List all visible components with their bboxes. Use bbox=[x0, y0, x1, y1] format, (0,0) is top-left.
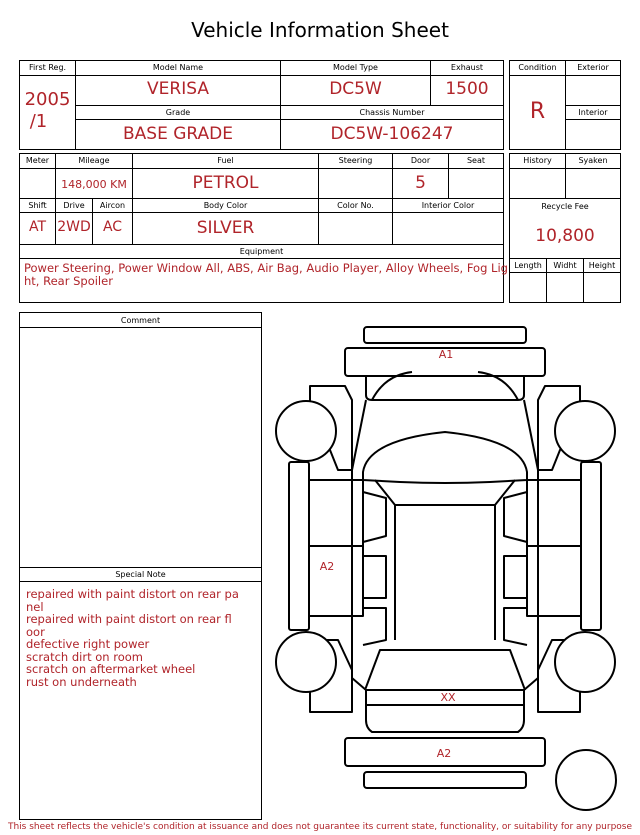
shift-value: AT bbox=[28, 219, 47, 235]
special-note-item: scratch on aftermarket wheel bbox=[26, 662, 196, 676]
disclaimer-footer: This sheet reflects the vehicle's condition at issuance and does not guarantee its current state, functionality, or suitability for any purpose bbox=[7, 822, 633, 832]
model-type-value: DC5W bbox=[329, 79, 382, 99]
steering-label: Steering bbox=[338, 156, 373, 165]
right-front-door bbox=[527, 480, 581, 546]
door-label: Door bbox=[410, 156, 431, 165]
special-note-item: scratch dirt on room bbox=[26, 649, 143, 664]
special-note-item: repaired with paint distort on rear pa bbox=[26, 587, 239, 601]
spare-wheel bbox=[556, 750, 616, 810]
color-no-label: Color No. bbox=[337, 201, 374, 210]
grade-label: Grade bbox=[165, 108, 191, 117]
special-note-item: oor bbox=[26, 624, 45, 639]
drive-label: Drive bbox=[63, 201, 85, 210]
seat-label: Seat bbox=[466, 156, 486, 165]
first-reg-month: /1 bbox=[29, 111, 48, 132]
grade-value: BASE GRADE bbox=[123, 124, 233, 144]
front-left-wheel bbox=[276, 401, 336, 461]
sheet-title: Vehicle Information Sheet bbox=[191, 18, 449, 42]
interior-color-label: Interior Color bbox=[421, 201, 475, 210]
car-damage-diagram bbox=[270, 320, 625, 820]
history-label: History bbox=[523, 156, 552, 165]
condition-value: R bbox=[529, 99, 546, 124]
rear-bumper-mark: A2 bbox=[436, 747, 452, 760]
first-reg-label: First Reg. bbox=[28, 63, 67, 72]
model-name-value: VERISA bbox=[147, 79, 209, 99]
special-note-item: nel bbox=[26, 599, 44, 614]
vehicle-spec-table bbox=[19, 153, 508, 303]
history-table bbox=[509, 153, 621, 303]
rear-mark: XX bbox=[440, 691, 456, 704]
body-color-value: SILVER bbox=[196, 218, 255, 238]
exhaust-label: Exhaust bbox=[450, 63, 484, 72]
chassis-label: Chassis Number bbox=[359, 108, 425, 117]
interior-label: Interior bbox=[578, 108, 608, 117]
aircon-label: Aircon bbox=[99, 201, 126, 210]
syaken-label: Syaken bbox=[578, 156, 608, 165]
comment-box bbox=[19, 312, 262, 820]
length-label: Length bbox=[514, 261, 542, 270]
model-name-label: Model Name bbox=[152, 63, 204, 72]
height-label: Height bbox=[588, 261, 616, 270]
door-value: 5 bbox=[415, 173, 426, 193]
model-type-label: Model Type bbox=[333, 63, 378, 72]
special-note-label: Special Note bbox=[115, 570, 166, 579]
special-note-list bbox=[26, 588, 258, 688]
fuel-label: Fuel bbox=[217, 156, 234, 165]
left-front-door bbox=[309, 480, 363, 546]
right-rear-door bbox=[527, 546, 581, 616]
condition-table bbox=[509, 60, 621, 150]
front-bumper-top bbox=[364, 327, 526, 343]
windshield bbox=[363, 432, 527, 483]
special-note-item: rust on underneath bbox=[26, 674, 137, 689]
rear-window bbox=[365, 650, 525, 690]
exterior-label: Exterior bbox=[577, 63, 609, 72]
equipment-label: Equipment bbox=[239, 247, 284, 256]
fuel-value: PETROL bbox=[192, 173, 259, 193]
rear-bumper-bottom bbox=[364, 772, 526, 788]
recycle-fee-label: Recycle Fee bbox=[541, 202, 589, 211]
left-rear-door bbox=[309, 546, 363, 616]
width-label: Widht bbox=[553, 261, 577, 270]
drive-value: 2WD bbox=[57, 219, 91, 235]
body-outline bbox=[352, 400, 538, 690]
front-mark: A1 bbox=[438, 348, 454, 361]
condition-label: Condition bbox=[518, 63, 557, 72]
aircon-value: AC bbox=[102, 219, 123, 235]
equipment-line: Power Steering, Power Window All, ABS, Air Bag, Audio Player, Alloy Wheels, Fog Lig bbox=[24, 261, 508, 275]
comment-label: Comment bbox=[120, 316, 161, 325]
body-color-label: Body Color bbox=[203, 201, 248, 210]
first-reg-year: 2005 bbox=[24, 89, 71, 110]
mileage-value: 148,000 KM bbox=[61, 178, 127, 191]
rear-right-wheel bbox=[555, 632, 615, 692]
meter-label: Meter bbox=[25, 156, 50, 165]
equipment-line: ht, Rear Spoiler bbox=[24, 273, 113, 288]
rear-left-wheel bbox=[276, 632, 336, 692]
special-note-item: defective right power bbox=[26, 637, 150, 651]
exhaust-value: 1500 bbox=[445, 79, 489, 99]
shift-label: Shift bbox=[28, 201, 47, 210]
chassis-value: DC5W-106247 bbox=[330, 124, 454, 144]
front-right-wheel bbox=[555, 401, 615, 461]
vehicle-basic-info-table bbox=[19, 60, 504, 150]
special-note-item: repaired with paint distort on rear fl bbox=[26, 612, 232, 626]
mileage-label: Mileage bbox=[78, 156, 110, 165]
equipment-text bbox=[24, 261, 508, 288]
left-side-mark: A2 bbox=[319, 560, 335, 573]
recycle-fee-value: 10,800 bbox=[535, 226, 595, 246]
